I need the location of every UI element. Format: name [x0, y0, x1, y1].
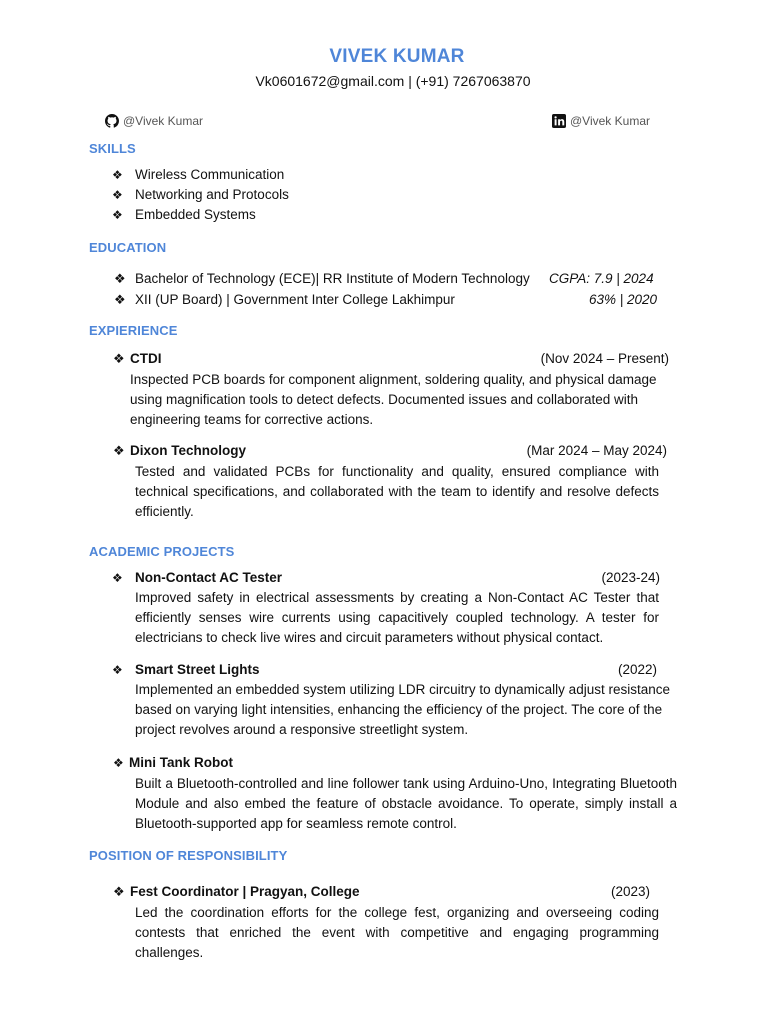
- linkedin-handle: @Vivek Kumar: [570, 114, 650, 128]
- experience-org: Dixon Technology: [130, 443, 247, 458]
- bullet-icon: ❖: [112, 188, 123, 202]
- section-heading-skills: SKILLS: [89, 141, 136, 156]
- section-heading-experience: EXPIERIENCE: [89, 323, 178, 338]
- experience-description: Inspected PCB boards for component alignment, soldering quality, and physical damage using magnification tools to detect defects. Documented issues and collaborated with engineering teams for corrective actions.: [130, 372, 657, 427]
- experience-date: (Nov 2024 – Present): [540, 351, 669, 366]
- bullet-icon: ❖: [112, 663, 123, 677]
- experience-date: (Mar 2024 – May 2024): [526, 443, 667, 458]
- bullet-icon: ❖: [114, 292, 126, 307]
- education-score: [549, 269, 654, 289]
- skill-item: Networking and Protocols: [135, 187, 289, 202]
- project-description: Built a Bluetooth-controlled and line follower tank using Arduino-Uno, Integrating Bluetooth Module and also embed the feature of obstacle avoidance. To operate, simply install a Bluetooth-supported app for seamless remote control.: [135, 776, 677, 831]
- bullet-icon: ❖: [112, 571, 123, 585]
- bullet-icon: ❖: [113, 443, 125, 458]
- score-value: : 7.9 | 2024: [586, 271, 654, 286]
- responsibility-date: (2023): [610, 884, 650, 899]
- skill-item: Embedded Systems: [135, 207, 256, 222]
- linkedin-link[interactable]: [552, 114, 650, 128]
- skill-item: Wireless Communication: [135, 167, 285, 182]
- github-handle: @Vivek Kumar: [123, 114, 203, 128]
- responsibility-description: Led the coordination efforts for the college fest, organizing and overseeing coding contests that enriched the event with competitive and engaging programming challenges.: [135, 905, 659, 960]
- project-date: (2022): [617, 662, 657, 677]
- bullet-icon: ❖: [113, 884, 125, 899]
- project-name: Smart Street Lights: [135, 662, 260, 677]
- bullet-icon: ❖: [113, 756, 124, 770]
- github-icon: [105, 114, 119, 128]
- section-heading-responsibility: POSITION OF RESPONSIBILITY: [89, 848, 288, 863]
- bullet-icon: ❖: [112, 208, 123, 222]
- bullet-icon: ❖: [114, 271, 126, 286]
- resume-name: VIVEK KUMAR: [329, 46, 465, 67]
- project-date: (2023-24): [601, 570, 660, 585]
- project-description: Improved safety in electrical assessments by creating a Non-Contact AC Tester that efficiently senses wire currents using capacitively coupled technology. A tester for electricians to check live wires and circuit parameters without physical contact.: [135, 590, 659, 645]
- contact-line: Vk0601672@gmail.com | (+91) 7267063870: [255, 73, 531, 89]
- bullet-icon: ❖: [113, 351, 125, 366]
- section-heading-education: EDUCATION: [89, 240, 167, 255]
- github-link[interactable]: [105, 114, 203, 128]
- project-name: Non-Contact AC Tester: [135, 570, 283, 585]
- education-degree: XII (UP Board) | Government Inter College Lakhimpur: [135, 292, 455, 307]
- responsibility-role: Fest Coordinator | Pragyan, College: [130, 884, 360, 899]
- project-description: Implemented an embedded system utilizing LDR circuitry to dynamically adjust resistance based on varying light intensities, enhancing the efficiency of the project. The core of the project revolves around a responsive streetlight system.: [135, 682, 670, 737]
- education-degree: Bachelor of Technology (ECE)| RR Institute of Modern Technology: [135, 271, 530, 286]
- linkedin-icon: [552, 114, 566, 128]
- education-score: 63% | 2020: [588, 292, 657, 307]
- score-label: CGPA: [549, 271, 587, 286]
- experience-description: Tested and validated PCBs for functionality and quality, ensured compliance with technical specifications, and collaborated with the team to identify and resolve defects efficiently.: [135, 464, 659, 519]
- bullet-icon: ❖: [112, 168, 123, 182]
- experience-org: CTDI: [130, 351, 162, 366]
- project-name: Mini Tank Robot: [129, 755, 233, 770]
- section-heading-projects: ACADEMIC PROJECTS: [89, 544, 235, 559]
